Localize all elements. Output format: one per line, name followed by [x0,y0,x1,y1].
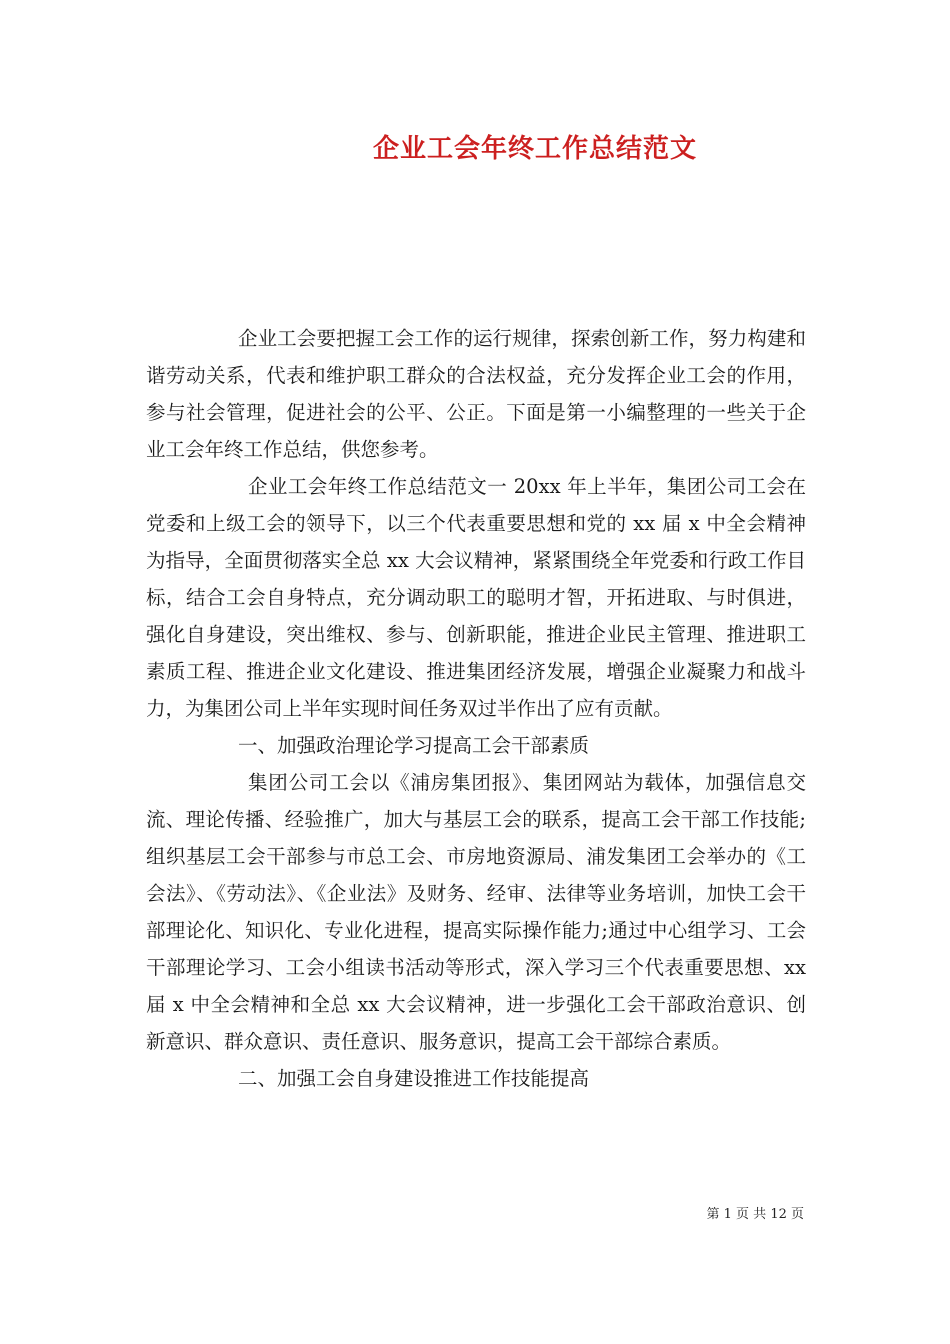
paragraph-intro: 企业工会要把握工会工作的运行规律，探索创新工作，努力构建和谐劳动关系，代表和维护职工群众的合法权益，充分发挥企业工会的作用，参与社会管理，促进社会的公平、公正。下面是第一小编整理的一些关于企业工会年终工作总结，供您参考。 [146,327,806,461]
document-title: 企业工会年终工作总结范文 [372,134,697,164]
section-heading-1: 一、加强政治理论学习提高工会干部素质 [238,734,590,757]
paragraph-summary: 企业工会年终工作总结范文一 20xx 年上半年，集团公司工会在党委和上级工会的领导下，以三个代表重要思想和党的 xx 届 x 中全会精神为指导，全面贯彻落实全总 xx 大会议精神，紧紧围绕全年党委和行政工作目标，结合工会自身特点，充分调动职工的聪明才智，开拓进取、与时俱进，强化自身建设，突出维权、参与、创新职能，推进企业民主管理、推进职工素质工程、推进企业文化建设、推进集团经济发展，增强企业凝聚力和战斗力，为集团公司上半年实现时间任务双过半作出了应有贡献。 [146,475,806,720]
paragraph-section-1: 集团公司工会以《浦房集团报》、集团网站为载体，加强信息交流、理论传播、经验推广，加大与基层工会的联系，提高工会干部工作技能;组织基层工会干部参与市总工会、市房地资源局、浦发集团工会举办的《工会法》、《劳动法》、《企业法》及财务、经审、法律等业务培训，加快工会干部理论化、知识化、专业化进程，提高实际操作能力;通过中心组学习、工会干部理论学习、工会小组读书活动等形式，深入学习三个代表重要思想、xx 届 x 中全会精神和全总 xx 大会议精神，进一步强化工会干部政治意识、创新意识、群众意识、责任意识、服务意识，提高工会干部综合素质。 [146,771,806,1053]
page-number: 第 1 页 共 12 页 [706,1207,804,1222]
section-heading-2: 二、加强工会自身建设推进工作技能提高 [238,1067,590,1090]
document-body [146,320,806,1097]
